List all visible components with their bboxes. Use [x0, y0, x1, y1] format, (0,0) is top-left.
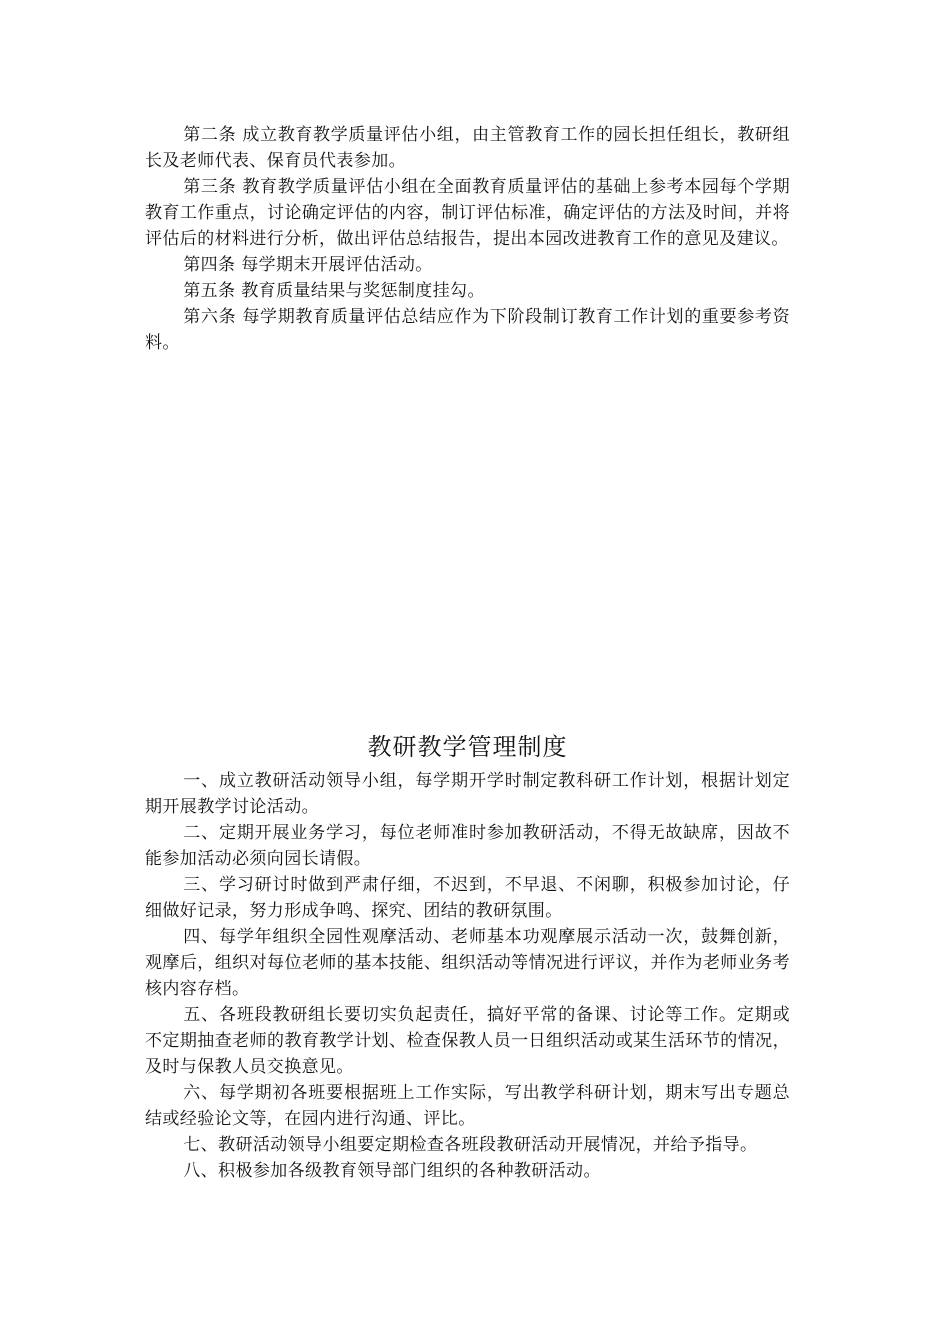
- rule-3: 三、学习研讨时做到严肃仔细，不迟到，不早退、不闲聊，积极参加讨论，仔细做好记录，努力形成争鸣、探究、团结的教研氛围。: [145, 875, 790, 921]
- regulation-articles: [145, 122, 790, 356]
- rule-1: 一、成立教研活动领导小组，每学期开学时制定教科研工作计划，根据计划定期开展教学讨论活动。: [145, 771, 790, 817]
- article-4: 第四条 每学期末开展评估活动。: [183, 255, 433, 275]
- section-title: 教研教学管理制度: [367, 733, 568, 761]
- article-5: 第五条 教育质量结果与奖惩制度挂勾。: [183, 281, 485, 301]
- article-2: 第二条 成立教育教学质量评估小组，由主管教育工作的园长担任组长，教研组长及老师代表、保育员代表参加。: [145, 125, 790, 171]
- rule-8: 八、积极参加各级教育领导部门组织的各种教研活动。: [183, 1161, 601, 1181]
- teaching-research-system: [145, 730, 790, 1184]
- article-6: 第六条 每学期教育质量评估总结应作为下阶段制订教育工作计划的重要参考资料。: [145, 307, 790, 353]
- rule-7: 七、教研活动领导小组要定期检查各班段教研活动开展情况，并给予指导。: [183, 1135, 758, 1155]
- rule-2: 二、定期开展业务学习，每位老师准时参加教研活动，不得无故缺席，因故不能参加活动必须向园长请假。: [145, 823, 790, 869]
- rule-6: 六、每学期初各班要根据班上工作实际，写出教学科研计划，期末写出专题总结或经验论文等，在园内进行沟通、评比。: [145, 1083, 790, 1129]
- rule-5: 五、各班段教研组长要切实负起责任，搞好平常的备课、讨论等工作。定期或不定期抽查老师的教育教学计划、检查保教人员一日组织活动或某生活环节的情况，及时与保教人员交换意见。: [145, 1005, 790, 1077]
- rule-4: 四、每学年组织全园性观摩活动、老师基本功观摩展示活动一次，鼓舞创新，观摩后，组织对每位老师的基本技能、组织活动等情况进行评议，并作为老师业务考核内容存档。: [145, 927, 790, 999]
- article-3: 第三条 教育教学质量评估小组在全面教育质量评估的基础上参考本园每个学期教育工作重点，讨论确定评估的内容，制订评估标准，确定评估的方法及时间，并将评估后的材料进行分析，做出评估总结报告，提出本园改进教育工作的意见及建议。: [145, 177, 790, 249]
